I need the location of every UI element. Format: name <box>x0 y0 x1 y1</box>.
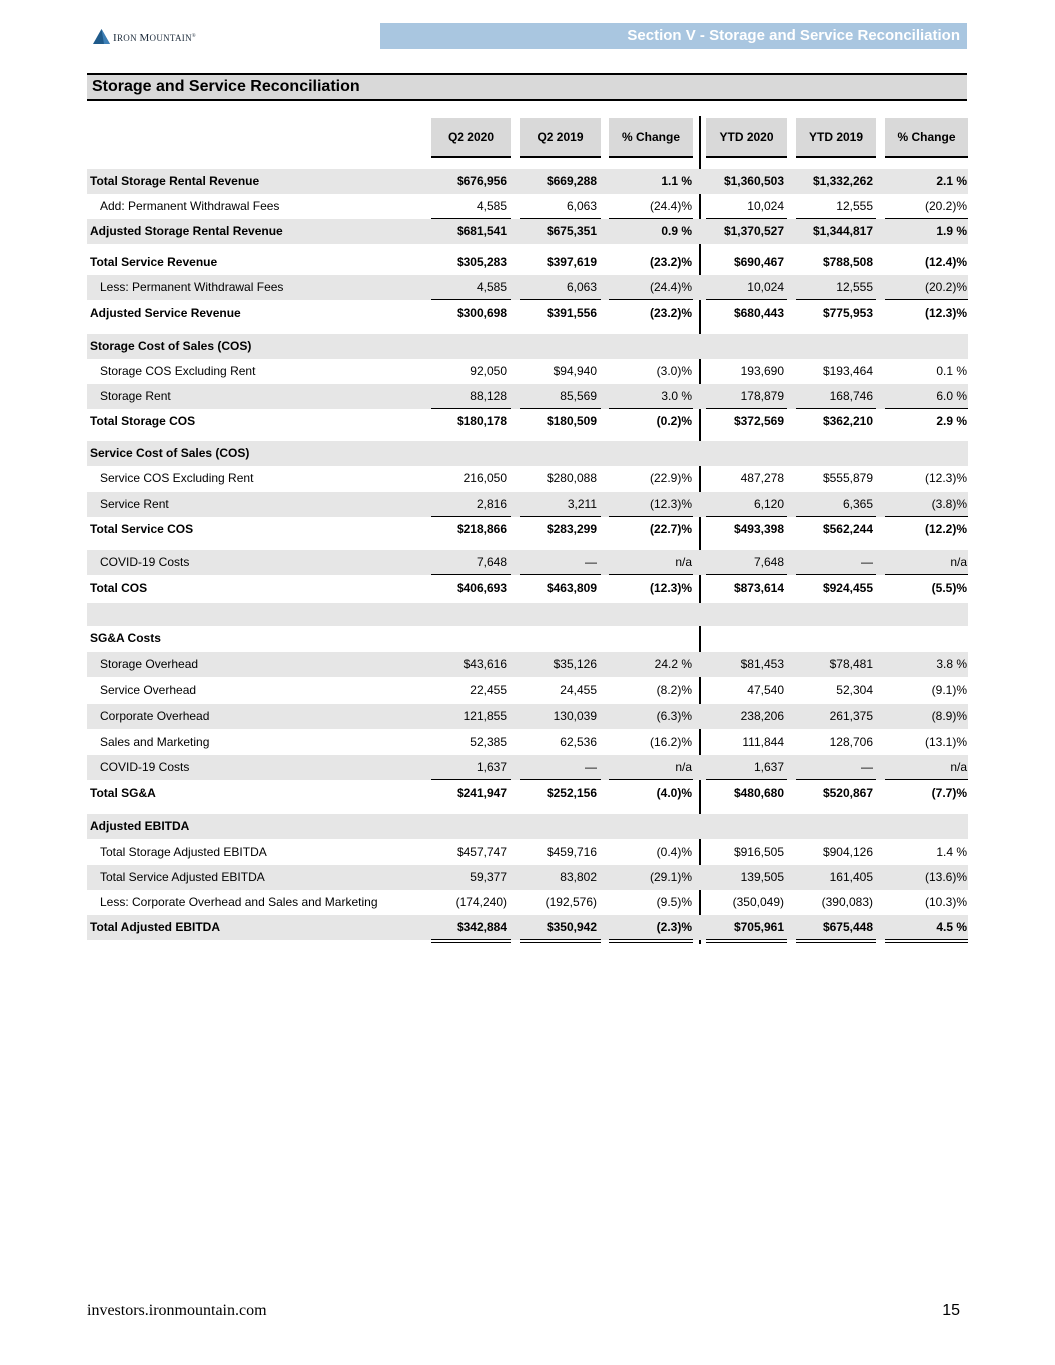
row-label: Total COS <box>90 581 148 595</box>
row-value: (3.8)% <box>931 497 967 511</box>
row-value: 0.9 % <box>661 224 692 238</box>
row-label: Storage Overhead <box>100 657 199 671</box>
row-value: $218,866 <box>456 522 507 536</box>
row-value: 7,648 <box>753 555 784 569</box>
row-value: (22.7)% <box>649 522 692 536</box>
underline <box>885 299 968 300</box>
row-value: (350,049) <box>732 895 784 909</box>
row-value: (22.9)% <box>649 471 692 485</box>
underline <box>520 299 601 300</box>
row-value: 92,050 <box>470 364 507 378</box>
table-row-add-permanent-withdrawal-fees <box>87 194 968 219</box>
row-value: 121,855 <box>463 709 507 723</box>
row-label: Adjusted Service Revenue <box>90 306 241 320</box>
row-value: 85,569 <box>560 389 597 403</box>
row-value: $457,747 <box>456 845 507 859</box>
row-value: $459,716 <box>546 845 597 859</box>
row-label: Storage Rent <box>100 389 171 403</box>
row-value: 168,746 <box>829 389 873 403</box>
row-value: (390,083) <box>821 895 873 909</box>
row-value: $1,370,527 <box>723 224 784 238</box>
table-row-service-cost-of-sales-cos <box>87 441 968 466</box>
row-value: (9.1)% <box>931 683 967 697</box>
double-underline <box>609 939 693 943</box>
row-value: $372,569 <box>733 414 784 428</box>
row-value: $669,288 <box>546 174 597 188</box>
underline <box>431 299 511 300</box>
row-value: $391,556 <box>546 306 597 320</box>
row-value: 139,505 <box>740 870 784 884</box>
row-value: 59,377 <box>470 870 507 884</box>
underline <box>885 574 968 575</box>
section-banner: Section V - Storage and Service Reconciliation <box>380 23 967 49</box>
row-value: (24.4)% <box>649 280 692 294</box>
row-value: 83,802 <box>560 870 597 884</box>
column-header-ytd-2020: YTD 2020 <box>706 118 787 158</box>
underline <box>796 574 876 575</box>
row-value: (9.5)% <box>656 895 692 909</box>
logo-wordmark: IRON MOUNTAIN® <box>113 31 197 44</box>
row-value: $300,698 <box>456 306 507 320</box>
row-value: 0.1 % <box>936 364 967 378</box>
row-value: 1,637 <box>476 760 507 774</box>
row-label: Total Service Revenue <box>90 255 218 269</box>
underline <box>706 779 787 780</box>
row-value: $406,693 <box>456 581 507 595</box>
row-label: COVID-19 Costs <box>100 555 190 569</box>
row-value: n/a <box>950 555 967 569</box>
table-row-total-sg-a <box>87 781 968 806</box>
row-value: (174,240) <box>455 895 507 909</box>
table-row-total-service-revenue <box>87 250 968 275</box>
row-value: n/a <box>675 760 692 774</box>
row-value: (0.4)% <box>656 845 692 859</box>
row-value: n/a <box>675 555 692 569</box>
table-row-adjusted-ebitda <box>87 814 968 839</box>
table-row-service-overhead <box>87 678 968 703</box>
underline <box>431 779 511 780</box>
row-value: (16.2)% <box>649 735 692 749</box>
row-value: (0.2)% <box>656 414 692 428</box>
row-value: $1,332,262 <box>812 174 873 188</box>
row-value: 4,585 <box>476 280 507 294</box>
row-label: Total Service Adjusted EBITDA <box>100 870 265 884</box>
row-value: (12.4)% <box>924 255 967 269</box>
row-label: Less: Corporate Overhead and Sales and Marketing <box>100 895 378 909</box>
table-row-total-service-adjusted-ebitda <box>87 865 968 890</box>
row-value: 193,690 <box>740 364 784 378</box>
row-value: 6,120 <box>753 497 784 511</box>
row-value: 6,063 <box>566 280 597 294</box>
column-header-q2-2019: Q2 2019 <box>520 118 601 158</box>
row-value: (192,576) <box>545 895 597 909</box>
page-title: Storage and Service Reconciliation <box>87 73 967 101</box>
row-value: 47,540 <box>747 683 784 697</box>
row-value: $94,940 <box>553 364 597 378</box>
row-value: (2.3)% <box>656 920 692 934</box>
table-row-storage-overhead <box>87 652 968 677</box>
row-value: $681,541 <box>456 224 507 238</box>
row-value: $775,953 <box>822 306 873 320</box>
row-value: $305,283 <box>456 255 507 269</box>
table-row-less-permanent-withdrawal-fees <box>87 275 968 300</box>
row-value: — <box>861 555 873 569</box>
row-value: 7,648 <box>476 555 507 569</box>
column-header-ytd-2019: YTD 2019 <box>796 118 876 158</box>
row-label: SG&A Costs <box>90 631 161 645</box>
underline <box>609 779 693 780</box>
row-value: 4,585 <box>476 199 507 213</box>
row-label: Total Adjusted EBITDA <box>90 920 220 934</box>
underline <box>796 299 876 300</box>
row-value: (13.1)% <box>924 735 967 749</box>
row-label: Total Storage COS <box>90 414 196 428</box>
row-value: (23.2)% <box>649 306 692 320</box>
row-value: $690,467 <box>733 255 784 269</box>
row-value: $904,126 <box>822 845 873 859</box>
row-value: (24.4)% <box>649 199 692 213</box>
row-value: $555,879 <box>822 471 873 485</box>
row-value: $342,884 <box>456 920 507 934</box>
row-value: $35,126 <box>553 657 597 671</box>
row-label: Service COS Excluding Rent <box>100 471 254 485</box>
row-value: 6,063 <box>566 199 597 213</box>
row-value: 12,555 <box>836 280 873 294</box>
column-header-q-change: % Change <box>609 118 693 158</box>
table-row-sales-and-marketing <box>87 730 968 755</box>
table-row-storage-cos-excluding-rent <box>87 359 968 384</box>
row-value: $350,942 <box>546 920 597 934</box>
double-underline <box>431 939 511 943</box>
page-number: 15 <box>942 1302 960 1319</box>
table-row-adjusted-storage-rental-revenue <box>87 219 968 244</box>
row-value: $675,448 <box>822 920 873 934</box>
table-row-total-storage-adjusted-ebitda <box>87 840 968 865</box>
row-value: $1,360,503 <box>723 174 784 188</box>
row-label: Service Overhead <box>100 683 197 697</box>
row-value: $81,453 <box>740 657 784 671</box>
table-row-less-corporate-overhead-and-sales-and-marketing <box>87 890 968 915</box>
row-value: 24.2 % <box>654 657 692 671</box>
row-label: Less: Permanent Withdrawal Fees <box>100 280 284 294</box>
table-row-covid-19-costs <box>87 550 968 575</box>
underline <box>796 779 876 780</box>
underline <box>520 779 601 780</box>
double-underline <box>885 939 968 943</box>
row-value: 3,211 <box>567 497 597 511</box>
row-value: (12.2)% <box>924 522 967 536</box>
row-value: 161,405 <box>829 870 873 884</box>
table-row-adjusted-service-revenue <box>87 301 968 326</box>
row-label: Adjusted EBITDA <box>90 819 190 833</box>
double-underline <box>520 939 601 943</box>
row-value: $78,481 <box>829 657 873 671</box>
row-value: (12.3)% <box>649 497 692 511</box>
underline <box>885 779 968 780</box>
footer-url[interactable]: investors.ironmountain.com <box>87 1302 267 1319</box>
row-value: $180,178 <box>456 414 507 428</box>
table-row-total-storage-rental-revenue <box>87 169 968 194</box>
row-value: 88,128 <box>470 389 507 403</box>
row-value: 52,304 <box>836 683 873 697</box>
row-label: Total Storage Adjusted EBITDA <box>100 845 267 859</box>
row-value: 4.5 % <box>936 920 967 934</box>
table-row-corporate-overhead <box>87 704 968 729</box>
underline <box>609 299 693 300</box>
row-value: $463,809 <box>546 581 597 595</box>
row-label: Total Storage Rental Revenue <box>90 174 260 188</box>
double-underline <box>706 939 787 943</box>
row-value: (8.2)% <box>656 683 692 697</box>
row-value: (5.5)% <box>931 581 967 595</box>
row-value: (4.0)% <box>656 786 692 800</box>
row-value: $1,344,817 <box>812 224 873 238</box>
row-value: 12,555 <box>836 199 873 213</box>
row-value: 10,024 <box>747 199 784 213</box>
row-value: 1.4 % <box>936 845 967 859</box>
row-value: 6.0 % <box>936 389 967 403</box>
row-value: $362,210 <box>822 414 873 428</box>
row-value: 216,050 <box>463 471 507 485</box>
double-underline <box>796 939 876 943</box>
row-value: $283,299 <box>546 522 597 536</box>
row-value: (12.3)% <box>924 306 967 320</box>
column-header-ytd-change: % Change <box>885 118 968 158</box>
row-value: 62,536 <box>560 735 597 749</box>
row-label: Corporate Overhead <box>100 709 210 723</box>
company-logo <box>93 27 196 45</box>
table-row-storage-cost-of-sales-cos <box>87 334 968 359</box>
row-value: $43,616 <box>463 657 507 671</box>
row-value: 130,039 <box>553 709 597 723</box>
table-row-covid-19-costs <box>87 755 968 780</box>
table-row-storage-rent <box>87 384 968 409</box>
underline <box>706 299 787 300</box>
row-value: $241,947 <box>456 786 507 800</box>
row-value: 10,024 <box>747 280 784 294</box>
row-value: (12.3)% <box>649 581 692 595</box>
table-row-sg-a-costs <box>87 626 968 651</box>
row-value: 2.1 % <box>936 174 967 188</box>
row-value: (13.6)% <box>924 870 967 884</box>
row-label: COVID-19 Costs <box>100 760 190 774</box>
row-value: 1.9 % <box>936 224 967 238</box>
table-row-service-cos-excluding-rent <box>87 466 968 491</box>
row-label: Add: Permanent Withdrawal Fees <box>100 199 280 213</box>
row-value: (6.3)% <box>656 709 692 723</box>
table-row-total-cos <box>87 576 968 601</box>
row-value: $676,956 <box>456 174 507 188</box>
row-label: Service Cost of Sales (COS) <box>90 446 250 460</box>
row-label: Total Service COS <box>90 522 194 536</box>
row-value: $562,244 <box>822 522 873 536</box>
row-value: $493,398 <box>733 522 784 536</box>
row-value: 111,844 <box>742 735 784 749</box>
row-value: $788,508 <box>822 255 873 269</box>
blank-separator-row <box>87 603 968 626</box>
row-value: n/a <box>950 760 967 774</box>
row-value: 128,706 <box>829 735 873 749</box>
row-value: 3.8 % <box>936 657 967 671</box>
underline <box>706 574 787 575</box>
row-value: 2,816 <box>476 497 507 511</box>
row-value: $675,351 <box>546 224 597 238</box>
row-value: 2.9 % <box>936 414 967 428</box>
row-value: 238,206 <box>740 709 784 723</box>
row-value: 22,455 <box>470 683 507 697</box>
row-value: $873,614 <box>733 581 784 595</box>
row-value: $916,505 <box>733 845 784 859</box>
row-value: $180,509 <box>546 414 597 428</box>
underline <box>431 574 511 575</box>
row-value: 487,278 <box>740 471 784 485</box>
row-value: $924,455 <box>822 581 873 595</box>
table-row-total-adjusted-ebitda <box>87 915 968 940</box>
row-value: $680,443 <box>733 306 784 320</box>
row-value: 178,879 <box>740 389 784 403</box>
row-value: (29.1)% <box>649 870 692 884</box>
row-value: $480,680 <box>733 786 784 800</box>
row-value: — <box>861 760 873 774</box>
table-row-service-rent <box>87 492 968 517</box>
row-label: Total SG&A <box>90 786 156 800</box>
row-value: $397,619 <box>546 255 597 269</box>
row-value: (12.3)% <box>924 471 967 485</box>
mountain-logo-icon <box>93 29 110 44</box>
row-value: 24,455 <box>560 683 597 697</box>
table-row-total-service-cos <box>87 517 968 542</box>
row-value: (8.9)% <box>931 709 967 723</box>
row-label: Service Rent <box>100 497 169 511</box>
row-value: (3.0)% <box>656 364 692 378</box>
row-value: $193,464 <box>822 364 873 378</box>
row-value: $252,156 <box>546 786 597 800</box>
row-value: (10.3)% <box>924 895 967 909</box>
row-value: $520,867 <box>822 786 873 800</box>
row-label: Adjusted Storage Rental Revenue <box>90 224 283 238</box>
table-row-total-storage-cos <box>87 409 968 434</box>
underline <box>609 574 693 575</box>
row-value: (23.2)% <box>649 255 692 269</box>
row-value: 6,365 <box>842 497 873 511</box>
row-value: (7.7)% <box>931 786 967 800</box>
row-value: 3.0 % <box>661 389 692 403</box>
row-value: 1,637 <box>753 760 784 774</box>
row-value: $280,088 <box>546 471 597 485</box>
row-value: 261,375 <box>829 709 873 723</box>
row-value: — <box>585 760 597 774</box>
row-value: (20.2)% <box>924 280 967 294</box>
row-value: (20.2)% <box>924 199 967 213</box>
row-value: — <box>585 555 597 569</box>
row-value: 1.1 % <box>661 174 692 188</box>
underline <box>520 574 601 575</box>
row-value: 52,385 <box>470 735 507 749</box>
column-header-q2-2020: Q2 2020 <box>431 118 511 158</box>
row-label: Sales and Marketing <box>100 735 210 749</box>
row-value: $705,961 <box>733 920 784 934</box>
row-label: Storage COS Excluding Rent <box>100 364 256 378</box>
row-label: Storage Cost of Sales (COS) <box>90 339 252 353</box>
